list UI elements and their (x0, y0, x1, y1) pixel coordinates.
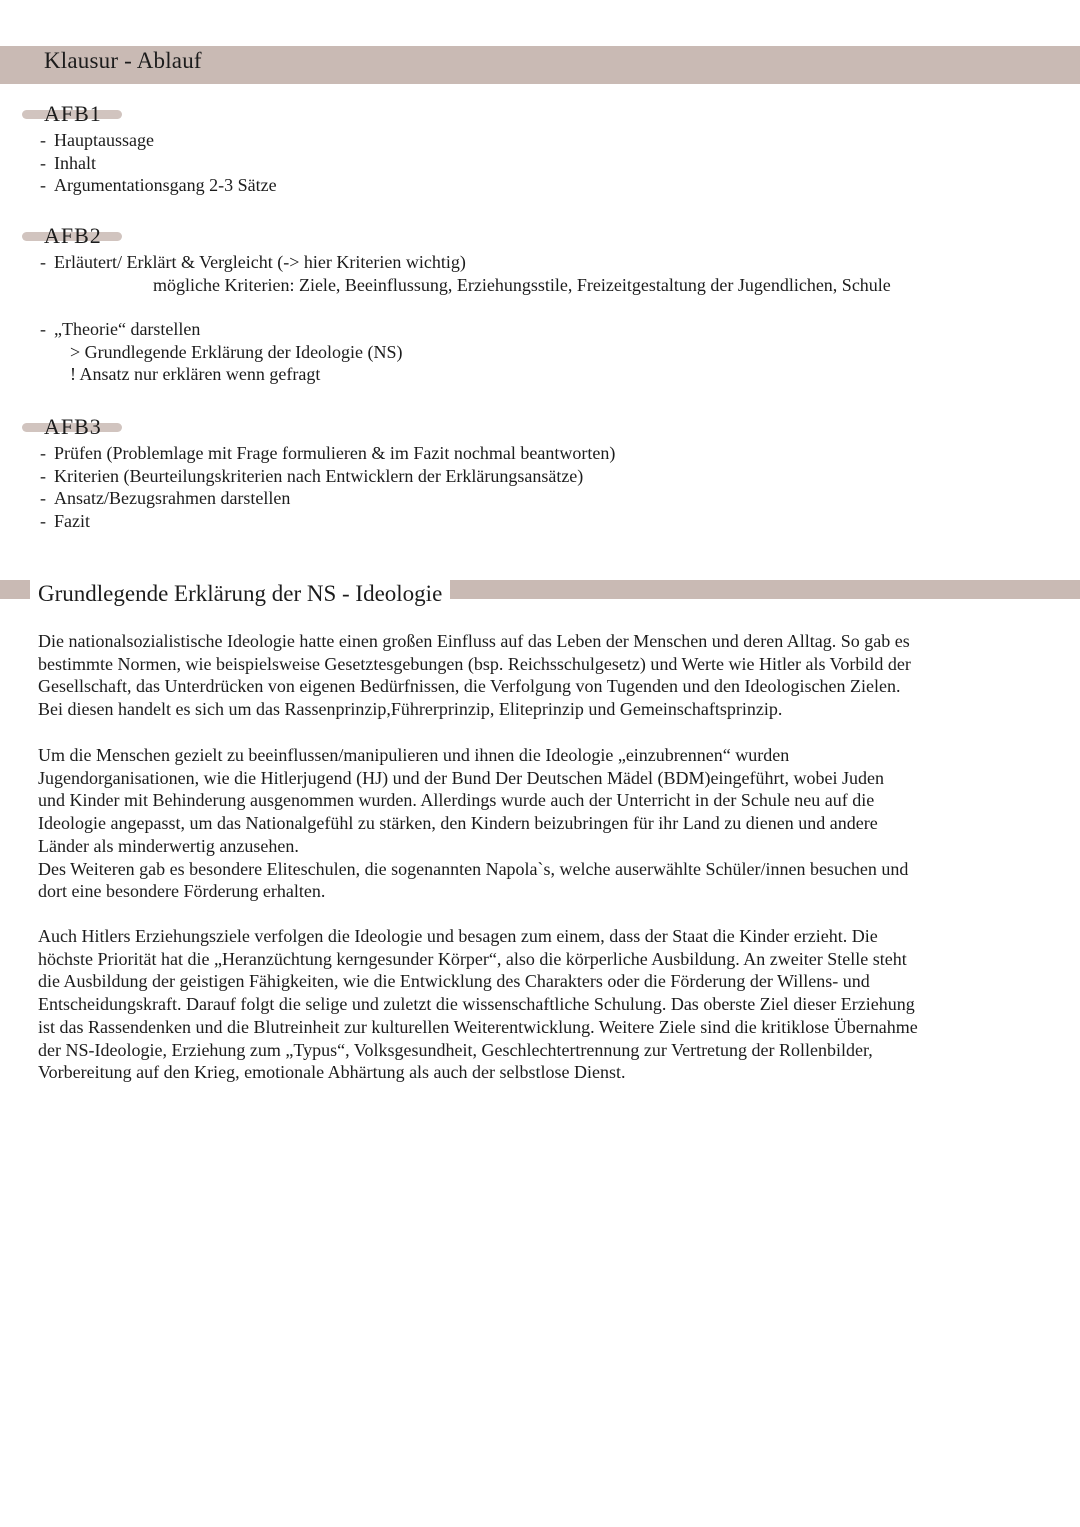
text-line: dort eine besondere Förderung erhalten. (38, 881, 326, 902)
text-line: höchste Priorität hat die „Heranzüchtung kerngesunder Körper“, also die körperliche Ausbildung. An zweiter Stelle steht (38, 948, 907, 969)
list-item: - Hauptaussage (40, 130, 154, 150)
section-title-klausur: Klausur - Ablauf (44, 48, 202, 73)
list-item: - Fazit (40, 510, 90, 531)
afb2-heading-label: AFB2 (44, 223, 102, 248)
list-item: - Erläutert/ Erklärt & Vergleicht (-> hier Kriterien wichtig) (40, 252, 466, 272)
section-banner-klausur (0, 46, 1080, 84)
section-title-ns-ideologie: Grundlegende Erklärung der NS - Ideologie (38, 581, 443, 606)
text-line: ist das Rassendenken und die Blutreinheit zur kulturellen Weiterentwicklung. Weitere Ziele sind die kritiklose Übernahme (38, 1016, 918, 1037)
sub-item: > Grundlegende Erklärung der Ideologie (NS) (70, 341, 403, 362)
text-line: Vorbereitung auf den Krieg, emotionale Abhärtung als auch der selbstlose Dienst. (38, 1062, 626, 1083)
paragraph-3 (38, 925, 1050, 1084)
list-item: - Argumentationsgang 2-3 Sätze (40, 175, 277, 195)
text-line: Ideologie angepasst, um das Nationalgefühl zu stärken, den Kindern beizubringen für ihr Land zu dienen und andere (38, 813, 878, 834)
text-line: Um die Menschen gezielt zu beeinflussen/manipulieren und ihnen die Ideologie „einzubrennen“ wurden (38, 745, 790, 765)
criteria-line: mögliche Kriterien: Ziele, Beeinflussung, Erziehungsstile, Freizeitgestaltung der Jugendlichen, Schule (153, 274, 891, 295)
text-line: bestimmte Normen, wie beispielsweise Gesetztesgebungen (bsp. Reichsschulgesetz) und Werte wie Hitler als Vorbild der (38, 653, 911, 674)
afb2-list (40, 251, 891, 386)
text-line: Die nationalsozialistische Ideologie hatte einen großen Einfluss auf das Leben der Menschen und deren Alltag. So gab es (38, 631, 910, 651)
spacer (40, 296, 891, 318)
text-line: Bei diesen handelt es sich um das Rassenprinzip,Führerprinzip, Eliteprinzip und Gemeinschaftsprinzip. (38, 699, 783, 720)
text-line: Jugendorganisationen, wie die Hitlerjugend (HJ) und der Bund Der Deutschen Mädel (BDM)eingeführt, wobei Juden (38, 767, 884, 788)
afb1-heading-label: AFB1 (44, 101, 102, 126)
paragraph-1 (38, 630, 1050, 721)
afb1-block (40, 101, 277, 197)
text-line: Entscheidungskraft. Darauf folgt die selige und zuletzt die wissenschaftliche Schulung. Das oberste Ziel dieser Erziehung (38, 994, 915, 1015)
text-line: die Ausbildung der geistigen Fähigkeiten, wie die Entwicklung des Charakters oder die Förderung der Willens- und (38, 971, 870, 992)
list-item: - Inhalt (40, 152, 96, 173)
afb3-heading-label: AFB3 (44, 414, 102, 439)
afb2-heading (40, 223, 891, 249)
list-item: - Ansatz/Bezugsrahmen darstellen (40, 488, 291, 508)
text-line: Länder als minderwertig anzusehen. (38, 835, 299, 856)
text-line: und Kinder mit Behinderung ausgenommen wurden. Allerdings wurde auch der Unterricht in der Schule neu auf die (38, 790, 875, 811)
afb1-list (40, 129, 277, 197)
list-item: - Kriterien (Beurteilungskriterien nach Entwicklern der Erklärungsansätze) (40, 465, 584, 486)
text-line: Auch Hitlers Erziehungsziele verfolgen die Ideologie und besagen zum einem, dass der Staat die Kinder erzieht. Die (38, 926, 878, 946)
afb3-heading (40, 414, 615, 440)
paragraph-2 (38, 744, 1050, 903)
text-line: Gesellschaft, das Unterdrücken von eigenen Bedürfnissen, die Verfolgung von Tugenden und den Ideologischen Zielen. (38, 676, 901, 697)
afb3-list (40, 442, 615, 532)
list-item: - Prüfen (Problemlage mit Frage formulieren & im Fazit nochmal beantworten) (40, 443, 616, 463)
afb1-heading (40, 101, 277, 127)
text-line: Des Weiteren gab es besondere Eliteschulen, die sogenannten Napola`s, welche auserwählte Schüler/innen besuchen und (38, 858, 909, 879)
afb2-block (40, 223, 891, 386)
section-title-wrap (30, 579, 450, 609)
list-item: - „Theorie“ darstellen (40, 319, 201, 339)
afb3-block (40, 414, 615, 532)
text-line: der NS-Ideologie, Erziehung zum „Typus“, Volksgesundheit, Geschlechtertrennung zur Vertretung der Rollenbilder, (38, 1039, 873, 1060)
sub-item: ! Ansatz nur erklären wenn gefragt (70, 364, 321, 384)
